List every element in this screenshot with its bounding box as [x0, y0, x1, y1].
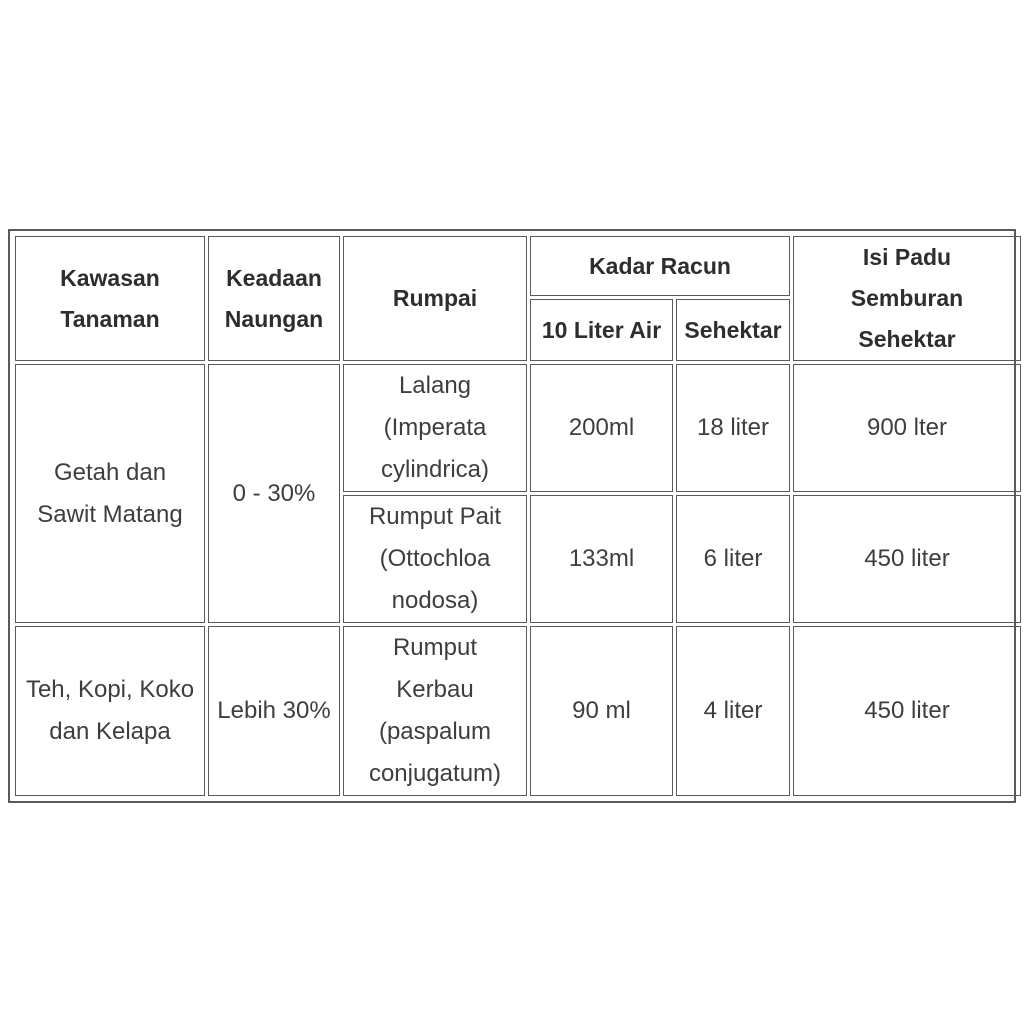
table-row — [15, 364, 1021, 492]
cell-rumpai: Lalang (Imperata cylindrica) — [343, 364, 527, 492]
header-rumpai: Rumpai — [343, 236, 527, 361]
cell-keadaan: Lebih 30% — [208, 626, 340, 796]
table-row — [15, 626, 1021, 796]
cell-rumpai: Rumput Pait (Ottochloa nodosa) — [343, 495, 527, 623]
herbicide-dosage-table — [12, 233, 1024, 799]
cell-rumpai: Rumput Kerbau (paspalum conjugatum) — [343, 626, 527, 796]
cell-10-liter-air: 133ml — [530, 495, 673, 623]
cell-keadaan: 0 - 30% — [208, 364, 340, 623]
header-10-liter-air: 10 Liter Air — [530, 299, 673, 361]
cell-sehektar: 4 liter — [676, 626, 790, 796]
cell-sehektar: 18 liter — [676, 364, 790, 492]
herbicide-table-frame — [8, 229, 1016, 803]
cell-isi-padu: 900 lter — [793, 364, 1021, 492]
header-isi-padu: Isi Padu Semburan Sehektar — [793, 236, 1021, 361]
cell-10-liter-air: 90 ml — [530, 626, 673, 796]
header-sehektar: Sehektar — [676, 299, 790, 361]
cell-isi-padu: 450 liter — [793, 626, 1021, 796]
cell-isi-padu: 450 liter — [793, 495, 1021, 623]
header-keadaan-naungan: Keadaan Naungan — [208, 236, 340, 361]
cell-sehektar: 6 liter — [676, 495, 790, 623]
header-kawasan-tanaman: Kawasan Tanaman — [15, 236, 205, 361]
cell-kawasan: Getah dan Sawit Matang — [15, 364, 205, 623]
cell-kawasan: Teh, Kopi, Koko dan Kelapa — [15, 626, 205, 796]
header-kadar-racun: Kadar Racun — [530, 236, 790, 296]
cell-10-liter-air: 200ml — [530, 364, 673, 492]
